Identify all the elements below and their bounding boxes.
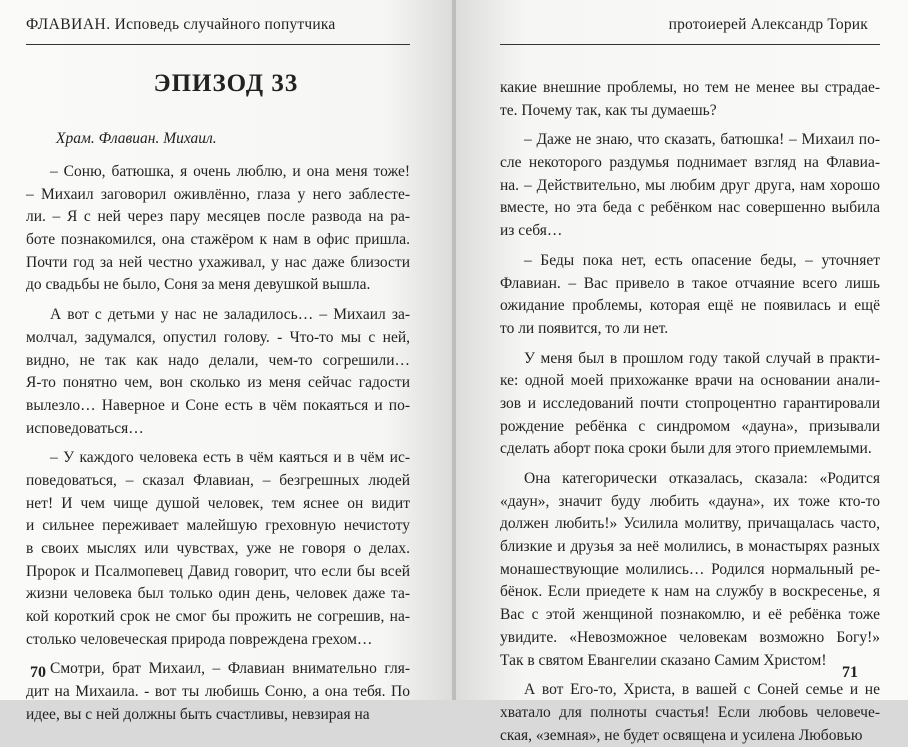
text-line: Так в святом Евангелии сказано Самим Христом! bbox=[500, 651, 827, 669]
left-page bbox=[0, 0, 452, 723]
left-body-text bbox=[26, 161, 410, 727]
text-line: хватало для полноты счастья! Если любовь человече- bbox=[500, 703, 880, 721]
text-line: зов и исследований почти стопроцентно гарантировали bbox=[500, 394, 880, 412]
text-line: Вас с этой женщиной познакомлю, и её ребёнка тоже bbox=[500, 606, 880, 624]
text-line: то ли появится, то ли нет. bbox=[500, 319, 669, 337]
text-line: те. Почему так, как ты думаешь? bbox=[500, 101, 717, 119]
text-line: ли. – Я с ней через пару месяцев после развода на ра- bbox=[26, 208, 410, 226]
text-line: – У каждого человека есть в чём каяться и в чём ис- bbox=[50, 449, 410, 467]
text-line: и сильнее переживает малейшую греховную нечистоту bbox=[26, 517, 410, 535]
text-line: исповедоваться… bbox=[26, 419, 144, 437]
text-line: сле некоторого раздумья поднимает взгляд на Флавиа- bbox=[500, 154, 880, 172]
text-line: до свадьбы не было, Соня за меня девушкой вышла. bbox=[26, 276, 371, 294]
text-line: Почти год за ней честно ухаживал, у нас даже близости bbox=[26, 253, 410, 271]
text-line: поведоваться, – сказал Флавиан, – безгрешных людей bbox=[26, 471, 410, 489]
text-line: в своих мыслях или чувствах, уже не говоря о делах. bbox=[26, 540, 410, 557]
running-head-caps: ФЛАВИАН. bbox=[26, 16, 111, 33]
right-header-rule bbox=[500, 44, 880, 45]
text-line: какие внешние проблемы, но тем не менее вы страдае- bbox=[500, 79, 880, 96]
text-line: вылезло… Наверное и Соне есть в чём покаяться и по- bbox=[26, 396, 410, 414]
text-line: жизни человека был только один день, человек даже та- bbox=[26, 585, 410, 603]
text-line: Я-то понятно чем, вон сколько из меня сейчас гадости bbox=[26, 374, 410, 392]
text-line: нет! И чем чище душой человек, тем яснее он видит bbox=[26, 494, 410, 512]
text-line: А вот с детьми у нас не заладилось… – Михаил за- bbox=[50, 306, 410, 324]
text-line: – Михаил заговорил оживлённо, глаза у него заблесте- bbox=[26, 185, 410, 203]
text-line: на. – Действительно, мы любим друг друга, нам хорошо bbox=[500, 176, 880, 194]
text-line: увидите. «Невозможное человекам возможно Богу!» bbox=[500, 628, 880, 646]
text-line: ская, «земная», не будет освящена и усилена Любовью bbox=[500, 726, 863, 744]
text-line: – Беды пока нет, есть опасение беды, – уточняет bbox=[524, 251, 880, 269]
text-line: сделать аборт пока сроки были для этого приемлемыми. bbox=[500, 440, 872, 458]
text-line: видно, не так как надо делали, чем-то согрешили… bbox=[26, 351, 410, 369]
text-line: боте познакомился, она стажёром к нам в офис пришла. bbox=[26, 231, 410, 249]
text-line: рождение ребёнка с синдромом «дауна», призывали bbox=[500, 417, 880, 435]
text-line: У меня был в прошлом году такой случай в практи- bbox=[524, 349, 880, 367]
text-line: вместе, но эта беда с ребёнком нас совершенно выбила bbox=[500, 199, 880, 217]
episode-title: ЭПИЗОД 33 bbox=[153, 70, 299, 97]
text-line: ке: одной моей прихожанке врачи на основании анали- bbox=[500, 372, 880, 390]
text-line: близкие и друзья за неё молились, в монастырях разных bbox=[500, 538, 880, 556]
running-head-rest: Исповедь случайного попутчика bbox=[114, 16, 336, 33]
text-line: столько человеческая природа повреждена грехом… bbox=[26, 630, 373, 648]
text-line: кой короткий срок не смог бы прожить не согрешив, на- bbox=[26, 608, 410, 626]
text-line: «даун», значит буду любить «дауна», их тоже кто-то bbox=[500, 492, 880, 510]
text-line: дит на Михаила. - вот ты любишь Соню, а она тебя. По bbox=[26, 683, 410, 701]
text-line: идее, вы с ней должны быть счастливы, невзирая на bbox=[26, 705, 370, 723]
right-body-text bbox=[500, 77, 880, 747]
left-running-head bbox=[26, 16, 335, 34]
text-line: – Соню, батюшка, я очень люблю, и она меня тоже! bbox=[50, 163, 410, 180]
text-line: бёнок. Если приедете к нам на службу в воскресенье, я bbox=[500, 583, 880, 601]
text-line: должен любить!» Усилила молитву, причащалась часто, bbox=[500, 515, 880, 533]
text-line: Она категорически отказалась, сказала: «Родится bbox=[524, 470, 880, 487]
right-page bbox=[456, 0, 908, 744]
text-line: монашествующие молились… Родился нормальный ре- bbox=[500, 560, 880, 578]
text-line: – Даже не знаю, что сказать, батюшка! – Михаил по- bbox=[524, 131, 880, 149]
left-page-number: 70 bbox=[30, 664, 46, 681]
text-line: Пророк и Псалмопевец Давид говорит, что если бы всей bbox=[26, 562, 410, 580]
text-line: молчал, задумался, опустил голову. - Что-то мы с ней, bbox=[26, 328, 410, 346]
right-running-head: протоиерей Александр Торик bbox=[668, 16, 868, 33]
episode-subtitle: Храм. Флавиан. Михаил. bbox=[56, 130, 217, 147]
text-line: из себя… bbox=[500, 222, 563, 240]
text-line: Смотри, брат Михаил, – Флавиан внимательно гля- bbox=[50, 660, 410, 678]
text-line: Флавиан. – Вас привело в такое отчаяние всего лишь bbox=[500, 274, 880, 292]
left-header-rule bbox=[26, 44, 410, 45]
text-line: А вот Его-то, Христа, в вашей с Соней семье и не bbox=[524, 681, 880, 699]
right-page-number: 71 bbox=[842, 664, 858, 681]
text-line: ожидание проблемы, которая ещё не появилась и ещё bbox=[500, 297, 880, 315]
